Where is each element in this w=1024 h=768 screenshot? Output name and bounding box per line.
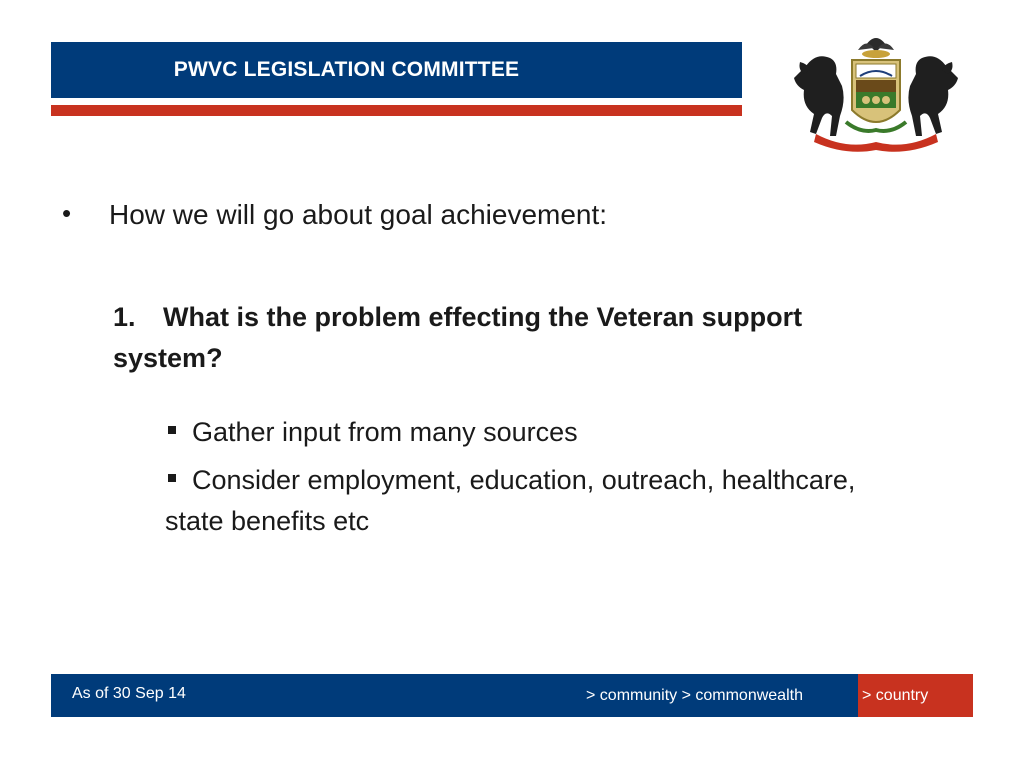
square-bullet-icon — [168, 474, 176, 482]
list-item — [165, 460, 885, 542]
footer-breadcrumb-country: > country — [862, 687, 929, 704]
page-title: PWVC LEGISLATION COMMITTEE — [173, 58, 520, 81]
footer-breadcrumb: > community > commonwealth — [586, 687, 803, 704]
list-item — [165, 412, 885, 453]
sub-bullet-text: Gather input from many sources — [192, 417, 578, 447]
square-bullet-icon — [168, 426, 176, 434]
main-bullet-text: How we will go about goal achievement: — [109, 199, 608, 230]
numbered-item-text: What is the problem effecting the Veteran support system? — [113, 302, 803, 373]
header-banner — [51, 42, 742, 98]
footer-date: As of 30 Sep 14 — [72, 685, 186, 702]
sub-bullet-list — [165, 412, 885, 549]
pennsylvania-coat-of-arms-icon — [786, 26, 966, 154]
sub-bullet-text: Consider employment, education, outreach, healthcare, state benefits etc — [165, 465, 856, 536]
bullet-dot: • — [62, 198, 72, 228]
numbered-item — [113, 297, 903, 379]
numbered-item-number: 1. — [113, 302, 136, 332]
header-stripe — [51, 105, 742, 116]
